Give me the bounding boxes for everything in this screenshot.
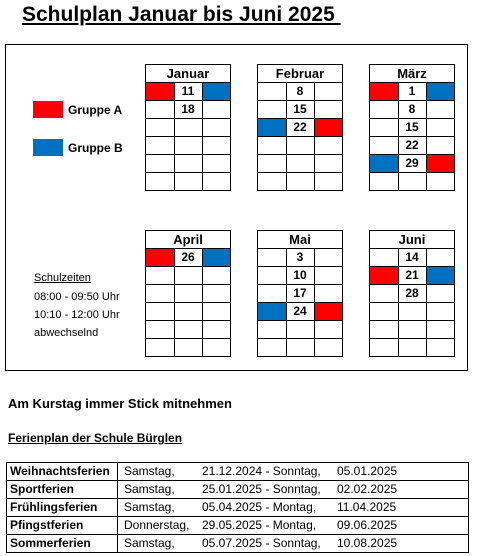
- calendar-cell: [258, 267, 286, 285]
- group-marker-b: [202, 249, 230, 267]
- calendar-row: [370, 173, 454, 191]
- group-marker-b: [370, 155, 398, 173]
- calendar-cell: [314, 83, 342, 101]
- calendar-row: [370, 267, 454, 285]
- calendar-row: [370, 101, 454, 119]
- group-marker-a: [426, 155, 454, 173]
- ferien-to: 11.04.2025: [337, 500, 397, 514]
- group-marker-a: [314, 119, 342, 137]
- ferien-dates: [118, 481, 469, 499]
- calendar-day: [174, 173, 202, 191]
- calendar-cell: [258, 101, 286, 119]
- schulzeiten-line-3: abwechselnd: [34, 327, 99, 339]
- calendar-cell: [146, 137, 174, 155]
- group-marker-a: [370, 83, 398, 101]
- calendar-day: 18: [174, 101, 202, 119]
- ferien-dates: [118, 499, 469, 517]
- month-title: März: [370, 65, 454, 83]
- calendar-cell: [202, 119, 230, 137]
- calendar-day: [174, 285, 202, 303]
- calendar-row: [146, 285, 230, 303]
- calendar-cell: [146, 303, 174, 321]
- calendar-day: [174, 119, 202, 137]
- calendar-day: 1: [398, 83, 426, 101]
- calendar-row: [146, 173, 230, 191]
- ferien-to: 02.02.2025: [337, 482, 398, 496]
- month-title: Juni: [370, 231, 454, 249]
- calendar-day: 22: [286, 119, 314, 137]
- calendar-day: 8: [286, 83, 314, 101]
- calendar-day: 17: [286, 285, 314, 303]
- calendar-row: [146, 101, 230, 119]
- ferien-from: 05.04.2025 - Montag,: [202, 500, 317, 514]
- calendar-cell: [426, 101, 454, 119]
- calendar-row: [258, 249, 342, 267]
- month-grid: [370, 83, 454, 190]
- month-grid: [258, 249, 342, 356]
- calendar-cell: [370, 321, 398, 339]
- calendar-day: 8: [398, 101, 426, 119]
- calendar-row: [258, 285, 342, 303]
- calendar-day: 29: [398, 155, 426, 173]
- calendar-day: 22: [398, 137, 426, 155]
- calendar-row: [370, 303, 454, 321]
- calendar-cell: [202, 173, 230, 191]
- ferien-dates: [118, 517, 469, 535]
- calendar-cell: [370, 137, 398, 155]
- calendar-cell: [314, 285, 342, 303]
- calendar-row: [370, 119, 454, 137]
- calendar-row: [370, 285, 454, 303]
- ferien-from-day: Samstag,: [124, 482, 175, 496]
- calendar-cell: [370, 119, 398, 137]
- ferien-name: Sommerferien: [7, 535, 118, 553]
- calendar-row: [370, 321, 454, 339]
- calendar-row: [258, 155, 342, 173]
- calendar-day: [174, 303, 202, 321]
- month-mai: [257, 230, 343, 357]
- calendar-row: [258, 137, 342, 155]
- calendar-cell: [146, 119, 174, 137]
- calendar-cell: [202, 155, 230, 173]
- calendar-cell: [258, 249, 286, 267]
- calendar-cell: [146, 285, 174, 303]
- month-grid: [370, 249, 454, 356]
- calendar-cell: [426, 249, 454, 267]
- calendar-row: [258, 321, 342, 339]
- calendar-cell: [146, 321, 174, 339]
- group-marker-b: [426, 83, 454, 101]
- calendar-cell: [202, 339, 230, 357]
- calendar-row: [370, 137, 454, 155]
- ferien-dates: [118, 535, 469, 553]
- group-marker-a: [370, 267, 398, 285]
- calendar-day: [174, 267, 202, 285]
- ferien-title: Ferienplan der Schule Bürglen: [8, 431, 183, 445]
- calendar-day: [174, 321, 202, 339]
- calendar-cell: [202, 303, 230, 321]
- calendar-cell: [202, 321, 230, 339]
- group-marker-a: [146, 249, 174, 267]
- calendar-day: [286, 321, 314, 339]
- calendar-row: [370, 83, 454, 101]
- calendar-cell: [426, 285, 454, 303]
- ferien-from: 21.12.2024 - Sonntag,: [202, 464, 321, 478]
- calendar-cell: [314, 339, 342, 357]
- ferien-name: Sportferien: [7, 481, 118, 499]
- calendar-cell: [426, 339, 454, 357]
- table-row: [7, 499, 469, 517]
- month-januar: [145, 64, 231, 191]
- ferien-to: 09.06.2025: [337, 518, 398, 532]
- group-marker-a: [146, 83, 174, 101]
- month-title: Februar: [258, 65, 342, 83]
- ferien-name: Pfingstferien: [7, 517, 118, 535]
- calendar-day: 10: [286, 267, 314, 285]
- calendar-cell: [370, 173, 398, 191]
- calendar-day: 15: [286, 101, 314, 119]
- calendar-cell: [258, 285, 286, 303]
- calendar-row: [146, 303, 230, 321]
- calendar-cell: [426, 173, 454, 191]
- calendar-day: 11: [174, 83, 202, 101]
- calendar-cell: [146, 173, 174, 191]
- calendar-cell: [370, 303, 398, 321]
- calendar-cell: [146, 101, 174, 119]
- calendar-day: 14: [398, 249, 426, 267]
- ferien-from-day: Samstag,: [124, 500, 175, 514]
- legend-label-gruppe-b: Gruppe B: [68, 141, 123, 155]
- calendar-row: [146, 249, 230, 267]
- calendar-cell: [258, 321, 286, 339]
- calendar-day: 26: [174, 249, 202, 267]
- group-marker-b: [202, 83, 230, 101]
- calendar-day: 15: [398, 119, 426, 137]
- legend-label-gruppe-a: Gruppe A: [68, 103, 123, 117]
- calendar-day: [174, 137, 202, 155]
- schulzeiten-heading: Schulzeiten: [34, 272, 91, 284]
- calendar-cell: [258, 137, 286, 155]
- calendar-cell: [258, 339, 286, 357]
- ferien-from: 05.07.2025 - Sonntag,: [202, 536, 321, 550]
- calendar-row: [146, 321, 230, 339]
- calendar-cell: [314, 173, 342, 191]
- group-marker-b: [258, 303, 286, 321]
- calendar-cell: [314, 155, 342, 173]
- table-row: [7, 463, 469, 481]
- month-grid: [146, 83, 230, 190]
- calendar-row: [146, 267, 230, 285]
- calendar-cell: [426, 303, 454, 321]
- calendar-cell: [314, 321, 342, 339]
- calendar-day: 24: [286, 303, 314, 321]
- group-marker-b: [426, 267, 454, 285]
- ferien-from: 29.05.2025 - Montag,: [202, 518, 317, 532]
- calendar-row: [146, 83, 230, 101]
- month-title: April: [146, 231, 230, 249]
- calendar-cell: [146, 339, 174, 357]
- calendar-cell: [258, 173, 286, 191]
- calendar-cell: [146, 155, 174, 173]
- calendar-day: 3: [286, 249, 314, 267]
- calendar-cell: [314, 101, 342, 119]
- calendar-cell: [202, 137, 230, 155]
- calendar-row: [258, 101, 342, 119]
- ferien-to: 10.08.2025: [337, 536, 398, 550]
- ferien-from-day: Donnerstag,: [124, 518, 190, 532]
- month-title: Januar: [146, 65, 230, 83]
- calendar-day: 21: [398, 267, 426, 285]
- month-title: Mai: [258, 231, 342, 249]
- calendar-row: [370, 249, 454, 267]
- schulzeiten-line-1: 08:00 - 09:50 Uhr: [34, 291, 120, 303]
- calendar-day: [174, 339, 202, 357]
- month-maerz: [369, 64, 455, 191]
- ferien-from-day: Samstag,: [124, 536, 175, 550]
- calendar-cell: [202, 267, 230, 285]
- month-april: [145, 230, 231, 357]
- ferien-table: [6, 462, 469, 553]
- calendar-day: [398, 303, 426, 321]
- calendar-day: [286, 137, 314, 155]
- calendar-cell: [426, 119, 454, 137]
- legend-swatch-gruppe-b: [33, 139, 63, 156]
- calendar-cell: [202, 285, 230, 303]
- legend-swatch-gruppe-a: [33, 101, 63, 118]
- calendar-row: [146, 119, 230, 137]
- calendar-cell: [426, 137, 454, 155]
- stick-note: Am Kurstag immer Stick mitnehmen: [8, 396, 232, 411]
- calendar-cell: [426, 321, 454, 339]
- calendar-row: [146, 137, 230, 155]
- calendar-day: [398, 321, 426, 339]
- calendar-day: [286, 339, 314, 357]
- calendar-day: [286, 173, 314, 191]
- calendar-row: [258, 339, 342, 357]
- calendar-row: [370, 155, 454, 173]
- calendar-day: [398, 173, 426, 191]
- calendar-row: [258, 83, 342, 101]
- calendar-row: [258, 119, 342, 137]
- ferien-from-day: Samstag,: [124, 464, 175, 478]
- calendar-row: [258, 173, 342, 191]
- calendar-cell: [258, 83, 286, 101]
- ferien-name: Frühlingsferien: [7, 499, 118, 517]
- calendar-day: [286, 155, 314, 173]
- calendar-row: [370, 339, 454, 357]
- calendar-cell: [314, 267, 342, 285]
- calendar-cell: [202, 101, 230, 119]
- calendar-cell: [370, 249, 398, 267]
- schulzeiten-line-2: 10:10 - 12:00 Uhr: [34, 309, 120, 321]
- ferien-name: Weihnachtsferien: [7, 463, 118, 481]
- ferien-from: 25.01.2025 - Sonntag,: [202, 482, 321, 496]
- ferien-to: 05.01.2025: [337, 464, 398, 478]
- calendar-cell: [370, 285, 398, 303]
- calendar-day: 28: [398, 285, 426, 303]
- calendar-row: [146, 339, 230, 357]
- month-grid: [258, 83, 342, 190]
- calendar-row: [258, 303, 342, 321]
- calendar-cell: [314, 249, 342, 267]
- table-row: [7, 517, 469, 535]
- calendar-day: [398, 339, 426, 357]
- group-marker-a: [314, 303, 342, 321]
- calendar-cell: [146, 267, 174, 285]
- calendar-cell: [370, 101, 398, 119]
- calendar-row: [258, 267, 342, 285]
- ferien-dates: [118, 463, 469, 481]
- table-row: [7, 535, 469, 553]
- month-juni: [369, 230, 455, 357]
- month-februar: [257, 64, 343, 191]
- calendar-cell: [370, 339, 398, 357]
- page-title: Schulplan Januar bis Juni 2025: [22, 3, 341, 26]
- month-grid: [146, 249, 230, 356]
- calendar-cell: [258, 155, 286, 173]
- calendar-day: [174, 155, 202, 173]
- group-marker-b: [258, 119, 286, 137]
- table-row: [7, 481, 469, 499]
- calendar-row: [146, 155, 230, 173]
- calendar-cell: [314, 137, 342, 155]
